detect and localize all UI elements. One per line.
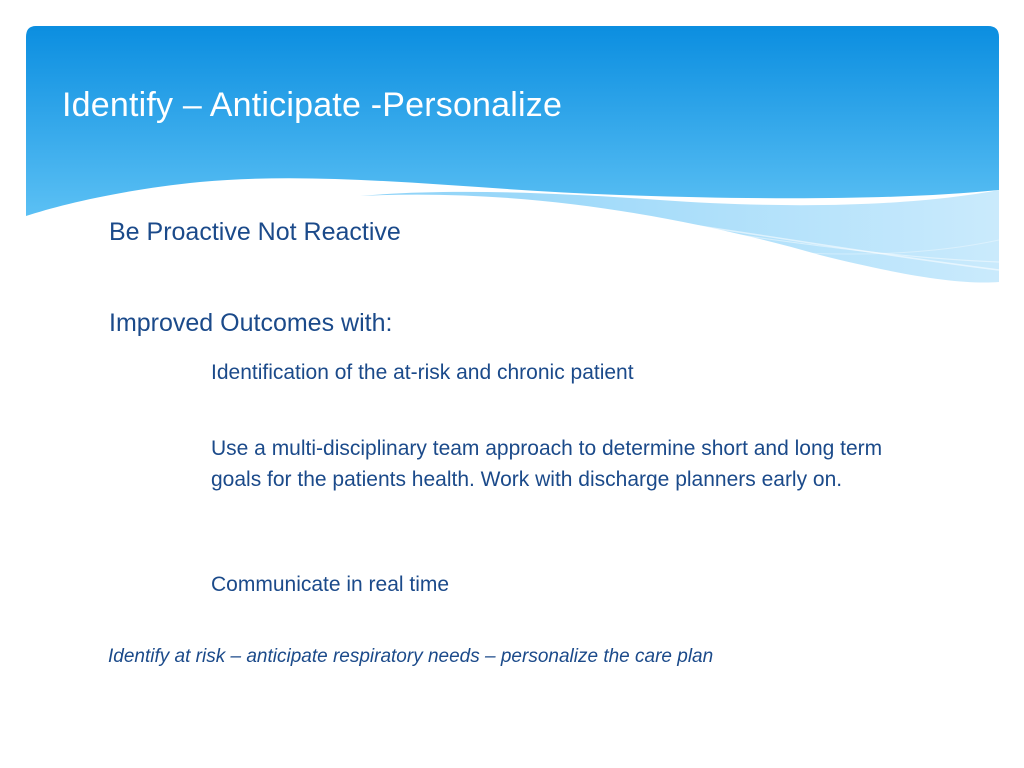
sub-point-communicate: Communicate in real time [211, 573, 450, 596]
header-wave-background [0, 0, 1024, 300]
bullet-point-proactive: Be Proactive Not Reactive [109, 218, 401, 246]
bullet-point-outcomes: Improved Outcomes with: [109, 309, 393, 337]
footer-note: Identify at risk – anticipate respiratory needs – personalize the care plan [108, 646, 714, 667]
slide-title: Identify – Anticipate -Personalize [62, 86, 563, 124]
sub-point-team-approach: Use a multi-disciplinary team approach to determine short and long term goals for the patients health. Work with discharge planners early on. [211, 437, 883, 491]
sub-point-identification: Identification of the at-risk and chronic patient [211, 361, 634, 384]
